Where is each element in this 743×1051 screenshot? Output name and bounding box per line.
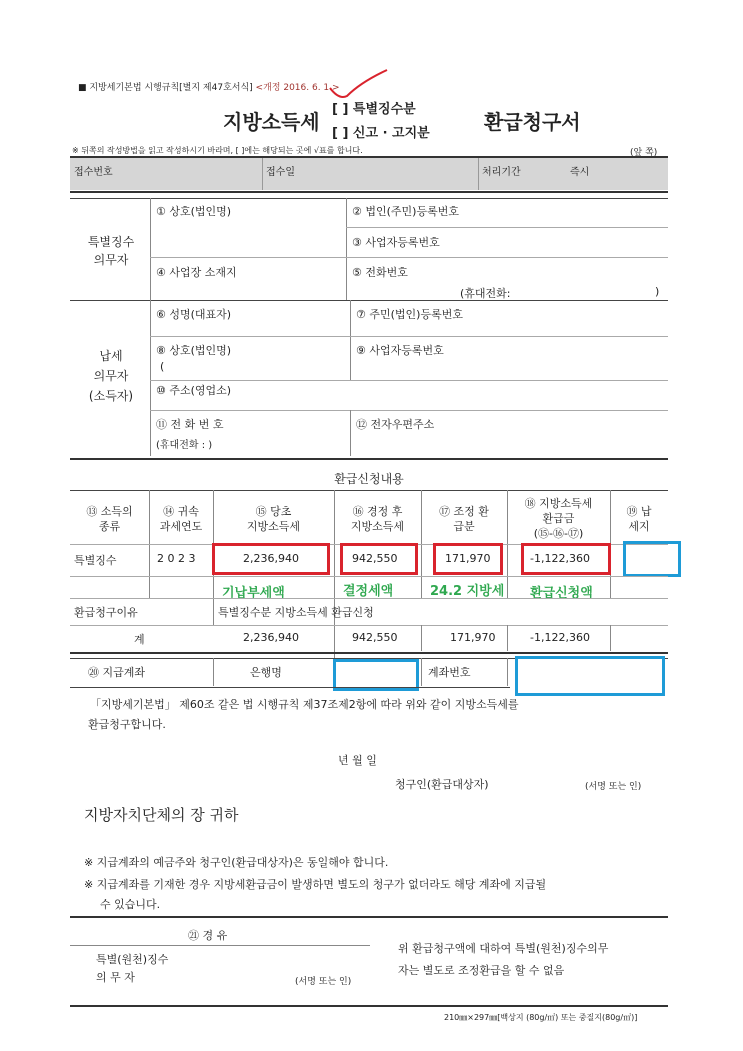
claimant-signature: (서명 또는 인) xyxy=(585,782,642,792)
row-adjusted: 171,970 xyxy=(445,552,491,565)
row-corrected-tax: 942,550 xyxy=(352,552,398,565)
receipt-number-label: 접수번호 xyxy=(74,167,113,178)
field-company-name: ① 상호(법인명) xyxy=(156,205,232,218)
account-number-input[interactable] xyxy=(515,656,665,696)
col-tax-place: ⑲ 납 세지 xyxy=(626,505,652,533)
page-side: (앞 쪽) xyxy=(630,148,658,158)
transfer-obligor-1: 특별(원천)징수 xyxy=(96,953,169,966)
transfer-note-1: 위 환급청구액에 대하여 특별(원천)징수의무 xyxy=(398,942,609,955)
total-adjusted: 171,970 xyxy=(450,631,496,644)
field-corp-reg-no: ② 법인(주민)등록번호 xyxy=(352,205,459,218)
revision-note: <개정 2016. 6. 1.> xyxy=(255,83,340,93)
transfer-note-2: 자는 별도로 조정환급을 할 수 없음 xyxy=(398,964,565,977)
refund-section-title: 환급신청내용 xyxy=(334,472,404,486)
field-mobile-close: ) xyxy=(655,285,660,298)
processing-period-label: 처리기간 xyxy=(482,167,521,178)
row-original-tax: 2,236,940 xyxy=(243,552,299,565)
highlight-tax-place xyxy=(623,541,681,577)
highlight-corrected xyxy=(340,543,418,575)
refund-reason-label: 환급청구이유 xyxy=(74,606,138,619)
transfer-title: ㉑ 경 유 xyxy=(188,929,228,942)
refund-reason-value: 특별징수분 지방소득세 환급신청 xyxy=(218,606,374,619)
account-label: ⑳ 지급계좌 xyxy=(88,666,146,679)
row-refund-amount: -1,122,360 xyxy=(530,552,590,565)
total-original: 2,236,940 xyxy=(243,631,299,644)
annotation-local-tax: 24.2 지방세 xyxy=(430,584,505,599)
field-email: ⑫ 전자우편주소 xyxy=(356,418,435,431)
transfer-obligor-2: 의 무 자 xyxy=(96,971,135,984)
field-trade-name-paren: ( xyxy=(160,360,165,373)
highlight-adjusted xyxy=(433,543,503,575)
annotation-decided-tax: 결정세액 xyxy=(343,584,394,599)
note-1: ※ 지급계좌의 예금주와 청구인(환급대상자)은 동일해야 합니다. xyxy=(84,856,389,869)
highlight-refund xyxy=(521,543,611,575)
account-number-label: 계좌번호 xyxy=(428,666,471,679)
field-mobile: (휴대전화: xyxy=(460,287,511,300)
total-refund: -1,122,360 xyxy=(530,631,590,644)
col-tax-year: ⑭ 귀속 과세연도 xyxy=(159,505,203,533)
title-right: 환급청구서 xyxy=(484,110,581,134)
obligor-section-label: 특별징수 의무자 xyxy=(87,235,135,267)
col-original-tax: ⑮ 당초 지방소득세 xyxy=(246,505,301,533)
field-phone: ⑤ 전화번호 xyxy=(352,266,408,279)
check-mark-annotation xyxy=(325,66,395,102)
total-corrected: 942,550 xyxy=(352,631,398,644)
option-report[interactable]: [ ] 신고 · 고지분 xyxy=(332,126,430,141)
processing-period-value: 즉시 xyxy=(570,167,590,178)
form-reference: ■ 지방세기본법 시행규칙[별지 제47호서식] <개정 2016. 6. 1.> xyxy=(78,83,340,93)
receipt-date-label: 접수일 xyxy=(266,167,295,178)
instruction-text: ※ 뒤쪽의 작성방법을 읽고 작성하시기 바라며, [ ]에는 해당되는 곳에 √표를 합니다. xyxy=(72,146,363,155)
note-2b: 수 있습니다. xyxy=(100,898,161,911)
field-resident-no: ⑦ 주민(법인)등록번호 xyxy=(356,308,463,321)
field-trade-name: ⑧ 상호(법인명) xyxy=(156,344,232,357)
field-taxpayer-business-no: ⑨ 사업자등록번호 xyxy=(356,344,444,357)
field-name: ⑥ 성명(대표자) xyxy=(156,308,232,321)
col-corrected-tax: ⑯ 경정 후 지방소득세 xyxy=(350,505,405,533)
col-income-type: ⑬ 소득의 종류 xyxy=(86,505,133,533)
highlight-original xyxy=(212,543,330,575)
total-label: 계 xyxy=(134,633,145,646)
title-left: 지방소득세 xyxy=(223,110,320,134)
footer-paper-spec: 210㎜×297㎜[백상지 (80g/㎡) 또는 중질지(80g/㎡)] xyxy=(444,1013,638,1022)
field-address: ⑩ 주소(영업소) xyxy=(156,384,232,397)
transfer-signature: (서명 또는 인) xyxy=(295,977,352,987)
field-business-reg-no: ③ 사업자등록번호 xyxy=(352,236,440,249)
row-tax-year: 2 0 2 3 xyxy=(157,552,196,565)
field-taxpayer-phone: ⑪ 전 화 번 호 xyxy=(156,418,224,431)
note-2: ※ 지급계좌를 기재한 경우 지방세환급금이 발생하면 별도의 청구가 없더라도 해당 계좌에 지급될 xyxy=(84,878,547,891)
declaration-date: 년 월 일 xyxy=(338,754,377,767)
addressee: 지방자치단체의 장 귀하 xyxy=(84,806,239,824)
col-adjusted: ⑰ 조정 환 급분 xyxy=(439,505,489,533)
option-special[interactable]: [ ] 특별징수분 xyxy=(332,102,416,117)
annotation-refund-request: 환급신청액 xyxy=(530,586,593,601)
col-refund-amount: ⑱ 지방소득세 환급금 (⑮-⑯-⑰) xyxy=(524,497,593,540)
row-income-type: 특별징수 xyxy=(74,554,117,567)
annotation-paid-tax: 기납부세액 xyxy=(222,586,285,601)
bank-name-label: 은행명 xyxy=(250,666,282,679)
claimant-label: 청구인(환급대상자) xyxy=(395,778,489,791)
taxpayer-section-label: 납세 의무자 (소득자) xyxy=(88,349,134,403)
field-business-address: ④ 사업장 소재지 xyxy=(156,266,237,279)
declaration-line-2: 환급청구합니다. xyxy=(88,718,166,731)
declaration-line-1: 「지방세기본법」 제60조 같은 법 시행규칙 제37조제2항에 따라 위와 같이 지방소득세를 xyxy=(90,698,519,711)
field-taxpayer-mobile: (휴대전화 : ) xyxy=(156,440,213,451)
